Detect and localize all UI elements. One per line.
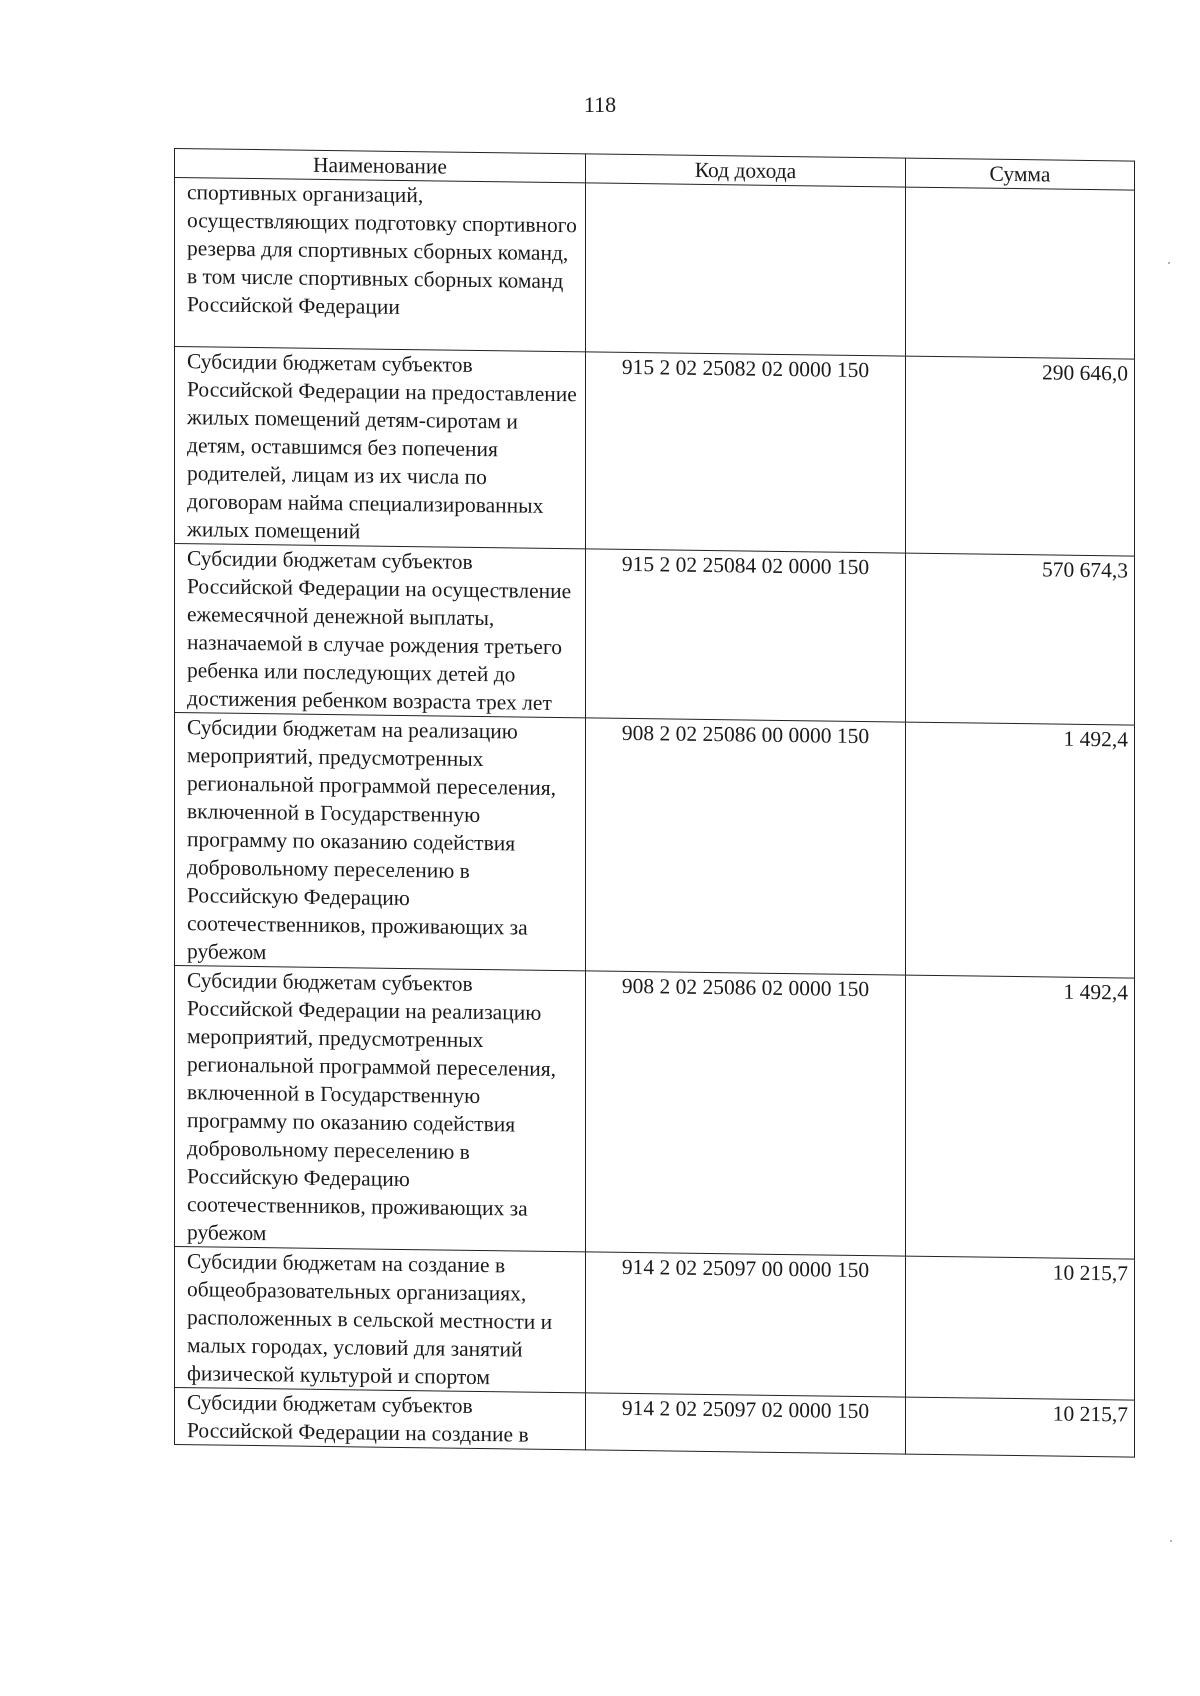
revenue-table: [174, 148, 1135, 1458]
row-name: Субсидии бюджетам субъектов Российской Федерации на осуществление ежемесячной денежной выплаты, назначаемой в случае рождения третьего ребенка или последующих детей до достижения ребенком возраста трех лет: [175, 544, 586, 718]
row-code: 914 2 02 25097 00 0000 150: [586, 1252, 906, 1397]
row-code: 915 2 02 25084 02 0000 150: [586, 549, 906, 722]
table-row: [175, 966, 1135, 1260]
table-row: [175, 713, 1135, 979]
row-name: Субсидии бюджетам субъектов Российской Федерации на предоставление жилых помещений детям-сиротам и детям, оставшимся без попечения родителей, лицам из их числа по договорам найма специализированных жилых помещений: [175, 347, 586, 549]
header-name: Наименование: [175, 149, 586, 183]
table-row: [175, 544, 1135, 726]
row-sum: 290 646,0: [906, 356, 1135, 556]
header-sum: Сумма: [906, 158, 1135, 190]
row-code: 914 2 02 25097 02 0000 150: [586, 1393, 906, 1454]
row-sum: 570 674,3: [906, 553, 1135, 725]
row-name: Субсидии бюджетам субъектов Российской Федерации на реализацию мероприятий, предусмотренных региональной программой переселения, включенной в Государственную программу по оказанию содействия добровольному переселению в Российскую Федерацию соотечественников, проживающих за рубежом: [175, 966, 586, 1252]
row-code: 915 2 02 25082 02 0000 150: [586, 352, 906, 553]
row-code: [586, 183, 906, 356]
row-code: 908 2 02 25086 00 0000 150: [586, 718, 906, 975]
scan-speck: [1170, 1540, 1172, 1542]
row-name: Субсидии бюджетам на реализацию мероприятий, предусмотренных региональной программой переселения, включенной в Государственную программу по оказанию содействия добровольному переселению в Российскую Федерацию соотечественников, проживающих за рубежом: [175, 713, 586, 971]
page-number: 118: [583, 92, 617, 117]
row-sum: 10 215,7: [906, 1397, 1135, 1457]
row-name: спортивных организаций, осуществляющих подготовку спортивного резерва для спортивных сборных команд, в том числе спортивных сборных команд Российской Федерации: [175, 178, 586, 352]
table-row: [175, 1247, 1135, 1401]
table-row: [175, 178, 1135, 360]
row-sum: [906, 187, 1135, 359]
row-name: Субсидии бюджетам на создание в общеобразовательных организациях, расположенных в сельской местности и малых городах, условий для занятий физической культурой и спортом: [175, 1247, 586, 1393]
row-name: Субсидии бюджетам субъектов Российской Федерации на создание в: [175, 1388, 586, 1450]
table-row: [175, 1388, 1135, 1458]
row-sum: 1 492,4: [906, 975, 1135, 1259]
row-sum: 10 215,7: [906, 1256, 1135, 1400]
header-code: Код дохода: [586, 154, 906, 187]
row-code: 908 2 02 25086 02 0000 150: [586, 971, 906, 1256]
scan-speck: [1168, 262, 1170, 264]
row-sum: 1 492,4: [906, 722, 1135, 978]
table-row: [175, 347, 1135, 557]
